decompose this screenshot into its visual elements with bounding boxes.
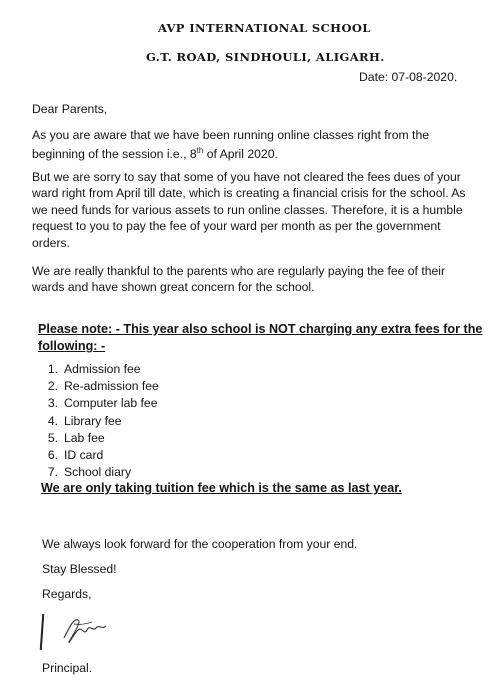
signature-mark [40, 614, 45, 650]
fee-item-label: School diary [64, 465, 132, 480]
tuition-note: We are only taking tuition fee which is the same as last year. [41, 481, 402, 495]
regards: Regards, [42, 587, 92, 601]
school-name: AVP INTERNATIONAL SCHOOL [158, 21, 371, 35]
school-address: G.T. ROAD, SINDHOULI, ALIGARH. [146, 50, 385, 64]
fee-item-number: 3. [47, 396, 58, 411]
paragraph-online-classes [32, 127, 480, 163]
fee-list-item [44, 447, 159, 464]
fee-item-label: ID card [64, 447, 104, 462]
fee-item-label: Lab fee [64, 430, 105, 445]
fee-item-label: Admission fee [64, 362, 141, 376]
fee-item-number: 4. [47, 413, 58, 428]
fee-item-label: Library fee [64, 413, 122, 428]
fee-list [44, 361, 159, 481]
signature [60, 612, 108, 646]
fee-item-number: 6. [47, 447, 58, 462]
fee-item-number: 1. [47, 362, 58, 376]
fee-list-item [44, 430, 159, 447]
fee-list-item [44, 413, 159, 430]
paragraph-thanks: We are really thankful to the parents who are regularly paying the fee of their wards and have shown great concern for the school. [32, 264, 446, 295]
para1-text: As you are aware that we have been running online classes right from the beginning of the session i.e., 8 [32, 128, 429, 162]
fee-list-item [44, 395, 159, 412]
note-heading: Please note: - This year also school is NOT charging any extra fees for the following: - [38, 322, 483, 353]
fee-item-label: Computer lab fee [64, 396, 158, 411]
fee-item-number: 7. [47, 465, 58, 480]
para1-superscript: th [196, 146, 204, 156]
fee-item-label: Re-admission fee [64, 379, 159, 394]
fee-item-number: 5. [47, 430, 58, 445]
fee-list-item [44, 361, 159, 378]
closing-line: We always look forward for the cooperation from your end. [42, 537, 358, 551]
para1-text-end: of April 2020. [203, 147, 278, 162]
fee-list-item [44, 378, 159, 395]
paragraph-fee-dues: But we are sorry to say that some of you have not cleared the fees dues of your ward right from April till date, which is creating a financial crisis for the school. As we need funds for various assets to run online classes. Therefore, it is a humble request to you to pay the fee of your ward per month as per the government orders. [32, 170, 466, 250]
fee-list-item [44, 464, 159, 481]
letter-date: Date: 07-08-2020. [359, 70, 458, 84]
salutation: Dear Parents, [32, 102, 108, 116]
signatory: Principal. [42, 661, 93, 675]
blessing: Stay Blessed! [42, 562, 117, 576]
fee-item-number: 2. [47, 379, 58, 394]
